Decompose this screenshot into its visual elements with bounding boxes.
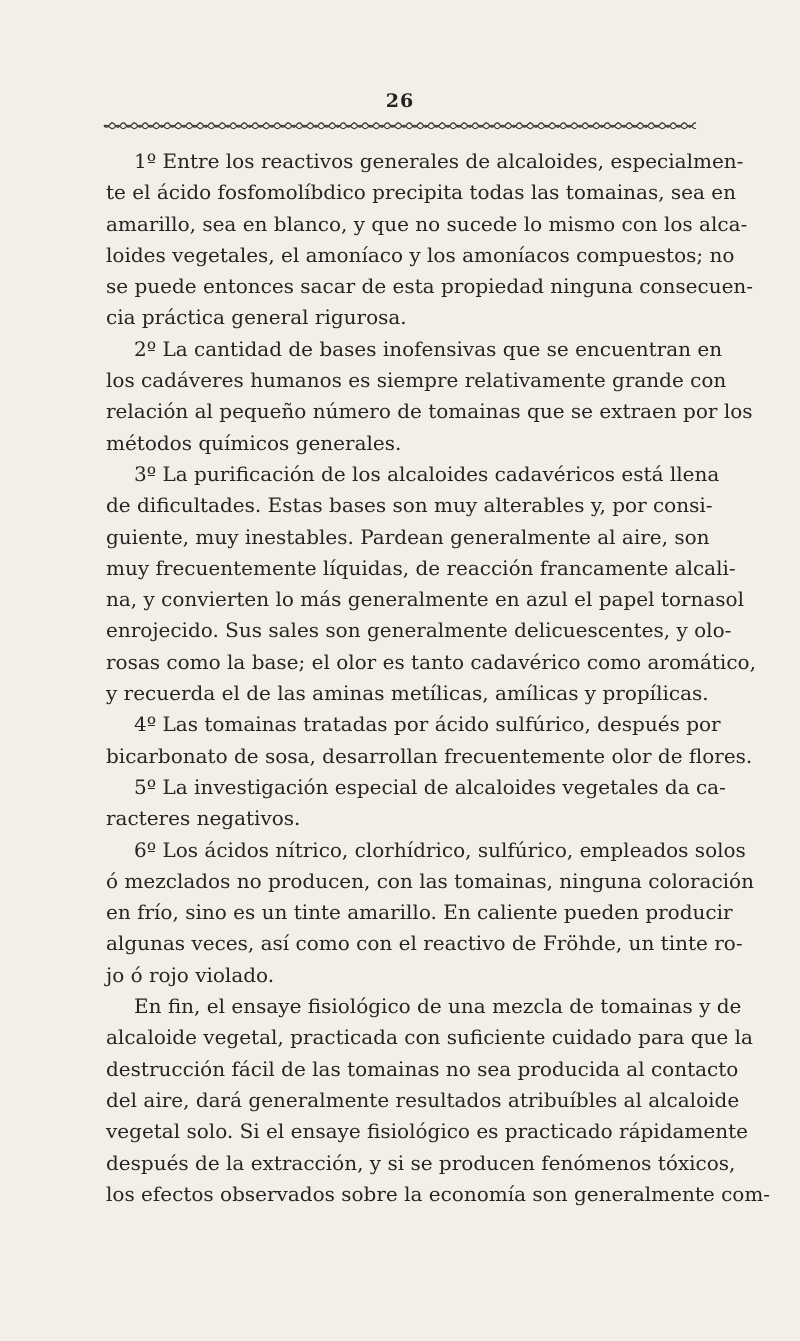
text-line: enrojecido. Sus sales son generalmente delicuescentes, y olo- bbox=[106, 618, 732, 643]
text-line: de dificultades. Estas bases son muy alterables y, por consi- bbox=[106, 493, 713, 518]
text-line: cia práctica general rigurosa. bbox=[106, 305, 407, 330]
text-line: te el ácido fosfomolíbdico precipita todas las tomainas, sea en bbox=[106, 180, 737, 205]
text-line: 6º Los ácidos nítrico, clorhídrico, sulfúrico, empleados solos bbox=[134, 837, 746, 862]
text-line: 2º La cantidad de bases inofensivas que se encuentran en bbox=[134, 336, 723, 361]
text-line: amarillo, sea en blanco, y que no sucede lo mismo con los alca- bbox=[106, 211, 748, 236]
text-line: 5º La investigación especial de alcaloides vegetales da ca- bbox=[134, 774, 726, 799]
text-line: alcaloide vegetal, practicada con suficiente cuidado para que la bbox=[106, 1025, 753, 1050]
text-line: ó mezclados no producen, con las tomainas, ninguna coloración bbox=[106, 868, 754, 893]
text-line: muy frecuentemente líquidas, de reacción francamente alcali- bbox=[106, 555, 736, 580]
text-line: y recuerda el de las aminas metílicas, amílicas y propílicas. bbox=[106, 681, 709, 706]
text-line: En fin, el ensaye fisiológico de una mezcla de tomainas y de bbox=[134, 994, 742, 1019]
text-line: los cadáveres humanos es siempre relativamente grande con bbox=[106, 368, 727, 393]
text-line: en frío, sino es un tinte amarillo. En caliente pueden producir bbox=[106, 900, 733, 925]
text-line: bicarbonato de sosa, desarrollan frecuentemente olor de flores. bbox=[106, 743, 753, 768]
body-text bbox=[106, 146, 771, 1210]
text-line: 4º Las tomainas tratadas por ácido sulfúrico, después por bbox=[134, 712, 721, 737]
text-line: destrucción fácil de las tomainas no sea producida al contacto bbox=[106, 1056, 739, 1081]
text-line: 1º Entre los reactivos generales de alcaloides, especialmen- bbox=[134, 149, 744, 173]
text-line: guiente, muy inestables. Pardean generalmente al aire, son bbox=[106, 524, 710, 549]
text-line: rosas como la base; el olor es tanto cadavérico como aromático, bbox=[106, 649, 756, 674]
text-line: los efectos observados sobre la economía son generalmente com- bbox=[106, 1181, 771, 1206]
ornamental-wavy-rule bbox=[104, 118, 696, 136]
text-line: después de la extracción, y si se producen fenómenos tóxicos, bbox=[106, 1150, 736, 1175]
text-line: algunas veces, así como con el reactivo de Fröhde, un tinte ro- bbox=[106, 931, 743, 956]
text-line: vegetal solo. Si el ensaye fisiológico es practicado rápidamente bbox=[106, 1119, 748, 1144]
text-line: del aire, dará generalmente resultados atribuíbles al alcaloide bbox=[106, 1087, 740, 1112]
text-line: loides vegetales, el amoníaco y los amoníacos compuestos; no bbox=[106, 242, 735, 267]
text-line: jo ó rojo violado. bbox=[106, 962, 275, 987]
text-line: na, y convierten lo más generalmente en azul el papel tornasol bbox=[106, 587, 744, 612]
text-line: 3º La purificación de los alcaloides cadavéricos está llena bbox=[134, 461, 720, 486]
text-line: racteres negativos. bbox=[106, 806, 301, 831]
text-line: métodos químicos generales. bbox=[106, 430, 402, 455]
text-line: relación al pequeño número de tomainas que se extraen por los bbox=[106, 399, 753, 424]
page-number: 26 bbox=[385, 90, 415, 112]
text-line: se puede entonces sacar de esta propiedad ninguna consecuen- bbox=[106, 274, 754, 299]
